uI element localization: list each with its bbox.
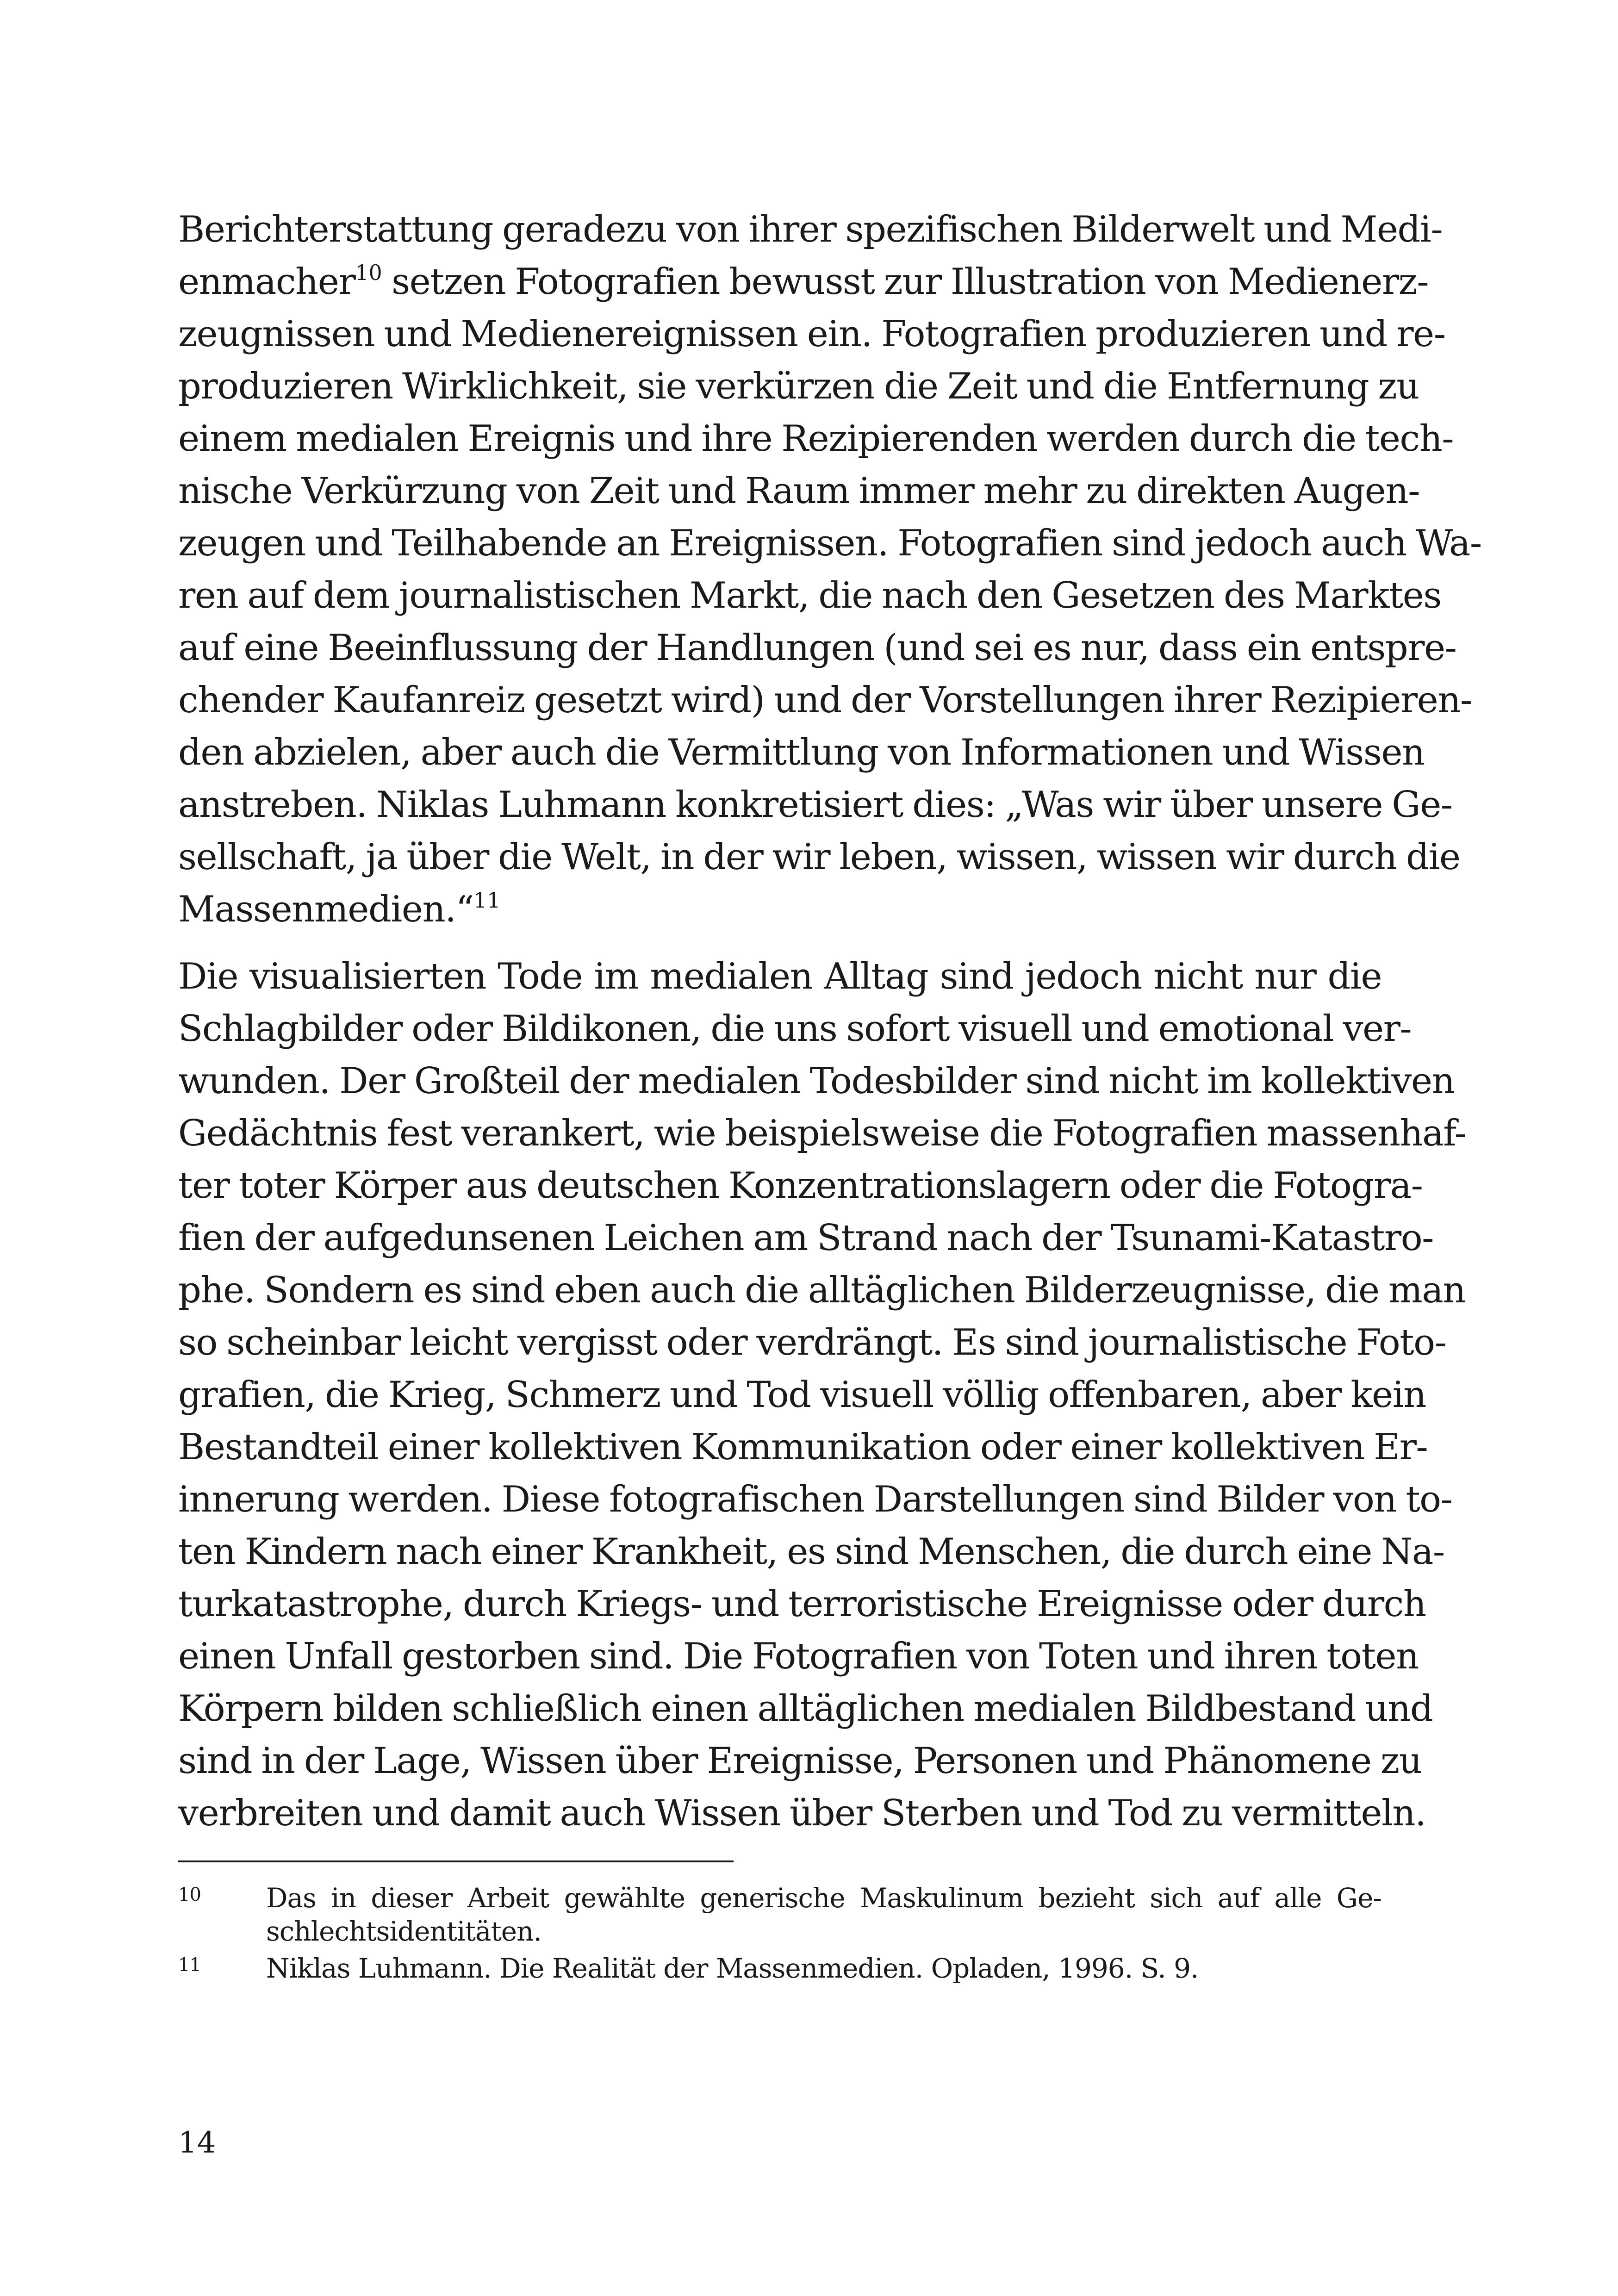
text-line: turkatastrophe, durch Kriegs- und terroristische Ereignisse oder durch — [178, 1583, 1426, 1625]
footnote-number: 10 — [178, 1884, 201, 1905]
text-line: einen Unfall gestorben sind. Die Fotografien von Toten und ihren toten — [178, 1636, 1419, 1677]
text-line: zeugnissen und Medienereignissen ein. Fotografien produzieren und re- — [178, 313, 1445, 355]
text-line: ter toter Körper aus deutschen Konzentrationslagern oder die Fotogra- — [178, 1165, 1423, 1207]
text-line: innerung werden. Diese fotografischen Darstellungen sind Bilder von to- — [178, 1479, 1452, 1520]
text-line: produzieren Wirklichkeit, sie verkürzen die Zeit und die Entfernung zu — [178, 366, 1419, 407]
text-line: den abzielen, aber auch die Vermittlung von Informationen und Wissen — [178, 732, 1425, 773]
text-line: sind in der Lage, Wissen über Ereignisse, Personen und Phänomene zu — [178, 1740, 1422, 1782]
text-fragment: setzen Fotografien bewusst zur Illustration von Medienerz- — [382, 261, 1429, 303]
text-line: ten Kindern nach einer Krankheit, es sind Menschen, die durch eine Na- — [178, 1531, 1444, 1573]
text-line: Gedächtnis fest verankert, wie beispielsweise die Fotografien massenhaf- — [178, 1113, 1466, 1154]
text-fragment: Massenmedien.“ — [178, 889, 473, 930]
text-line: wunden. Der Großteil der medialen Todesbilder sind nicht im kollektiven — [178, 1060, 1455, 1102]
text-fragment: enmacher — [178, 261, 355, 303]
text-line: zeugen und Teilhabende an Ereignissen. Fotografien sind jedoch auch Wa- — [178, 523, 1481, 564]
footnote-text — [266, 1952, 1382, 1985]
paragraph-1 — [178, 204, 1481, 936]
footnotes — [178, 1881, 1382, 1989]
footnote-11 — [178, 1952, 1382, 1985]
text-line: Bestandteil einer kollektiven Kommunikation oder einer kollektiven Er- — [178, 1426, 1428, 1468]
text-line: auf eine Beeinflussung der Handlungen (und sei es nur, dass ein entspre- — [178, 627, 1456, 669]
page-number: 14 — [178, 2126, 216, 2160]
text-line: ren auf dem journalistischen Markt, die nach den Gesetzen des Marktes — [178, 575, 1441, 616]
text-line: chender Kaufanreiz gesetzt wird) und der Vorstellungen ihrer Rezipieren- — [178, 679, 1472, 721]
text-line: Körpern bilden schließlich einen alltäglichen medialen Bildbestand und — [178, 1688, 1433, 1730]
footnote-text — [266, 1881, 1382, 1948]
text-line: fien der aufgedunsenen Leichen am Strand nach der Tsunami-Katastro- — [178, 1217, 1434, 1259]
body-text — [178, 204, 1481, 1840]
footnote-reference-11[interactable]: 11 — [473, 888, 501, 913]
footnote-divider — [178, 1860, 734, 1862]
text-line: Die visualisierten Tode im medialen Alltag sind jedoch nicht nur die — [178, 956, 1382, 997]
text-line: so scheinbar leicht vergisst oder verdrängt. Es sind journalistische Foto- — [178, 1322, 1446, 1363]
text-line: anstreben. Niklas Luhmann konkretisiert dies: „Was wir über unsere Ge- — [178, 784, 1452, 826]
text-line — [178, 884, 1382, 936]
footnote-10 — [178, 1881, 1382, 1948]
text-line: Schlagbilder oder Bildikonen, die uns sofort visuell und emotional ver- — [178, 1008, 1412, 1050]
text-line — [178, 256, 1429, 308]
footnote-number: 11 — [178, 1954, 201, 1976]
footnote-line: Das in dieser Arbeit gewählte generische Maskulinum bezieht sich auf alle Ge- — [266, 1882, 1382, 1914]
paragraph-2 — [178, 951, 1466, 1840]
text-line: grafien, die Krieg, Schmerz und Tod visuell völlig offenbaren, aber kein — [178, 1374, 1426, 1416]
footnote-line: Niklas Luhmann. Die Realität der Massenmedien. Opladen, 1996. S. 9. — [266, 1953, 1199, 1984]
text-line: phe. Sondern es sind eben auch die alltäglichen Bilderzeugnisse, die man — [178, 1269, 1466, 1311]
text-line: sellschaft, ja über die Welt, in der wir leben, wissen, wissen wir durch die — [178, 836, 1460, 878]
footnote-reference-10[interactable]: 10 — [355, 260, 382, 285]
text-line: verbreiten und damit auch Wissen über Sterben und Tod zu vermitteln. — [178, 1792, 1426, 1834]
text-line: nische Verkürzung von Zeit und Raum immer mehr zu direkten Augen- — [178, 470, 1420, 512]
text-line: Berichterstattung geradezu von ihrer spezifischen Bilderwelt und Medi- — [178, 209, 1443, 250]
footnote-line: schlechtsidentitäten. — [266, 1916, 541, 1947]
text-line: einem medialen Ereignis und ihre Rezipierenden werden durch die tech- — [178, 418, 1454, 460]
